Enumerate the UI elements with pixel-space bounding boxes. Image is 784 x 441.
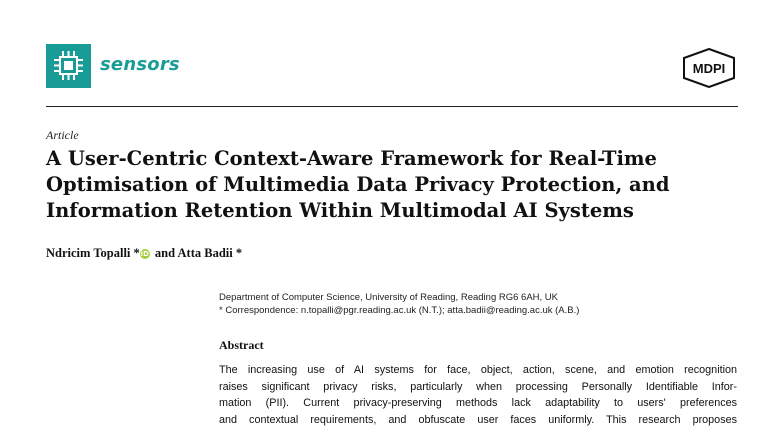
affiliation-block: [219, 291, 579, 317]
abstract-line: and contextual requirements, and obfuscate user faces uniformly. This research proposes: [219, 413, 737, 426]
title-line: Optimisation of Multimedia Data Privacy Protection, and: [46, 173, 670, 196]
header-rule: [46, 106, 738, 107]
abstract-body: [219, 362, 737, 428]
journal-name: sensors: [100, 54, 180, 75]
correspondence-text: Correspondence: n.topalli@pgr.reading.ac.uk (N.T.); atta.badii@reading.ac.uk (A.B.): [225, 305, 580, 316]
correspondence: [219, 304, 579, 317]
paper-title: [46, 146, 746, 224]
publisher-name: MDPI: [692, 61, 726, 76]
affiliation: Department of Computer Science, University of Reading, Reading RG6 6AH, UK: [219, 292, 558, 303]
article-type: Article: [46, 128, 79, 142]
title-line: Information Retention Within Multimodal AI Systems: [46, 199, 634, 222]
author-joiner: and: [154, 246, 176, 260]
title-line: A User-Centric Context-Aware Framework for Real-Time: [46, 147, 657, 170]
corresponding-mark: *: [133, 246, 140, 260]
mdpi-logo-icon: [680, 48, 738, 88]
orcid-icon[interactable]: iD: [140, 250, 149, 258]
corresponding-mark: *: [235, 246, 243, 260]
abstract-line: raises significant privacy risks, particularly when processing Personally Identifiable Infor-: [219, 380, 737, 393]
abstract-line: mation (PII). Current privacy-preserving methods lack adaptability to users' preferences: [219, 397, 737, 410]
journal-header: [46, 44, 738, 90]
author-list: [46, 246, 242, 261]
author-name[interactable]: Atta Badii: [177, 246, 233, 260]
author-name[interactable]: Ndricim Topalli: [46, 246, 131, 260]
journal-logo-icon: [46, 44, 91, 88]
abstract-heading: Abstract: [219, 338, 264, 352]
correspondence-mark: *: [219, 305, 223, 316]
abstract-line: The increasing use of AI systems for face, object, action, scene, and emotion recognition: [219, 364, 737, 376]
